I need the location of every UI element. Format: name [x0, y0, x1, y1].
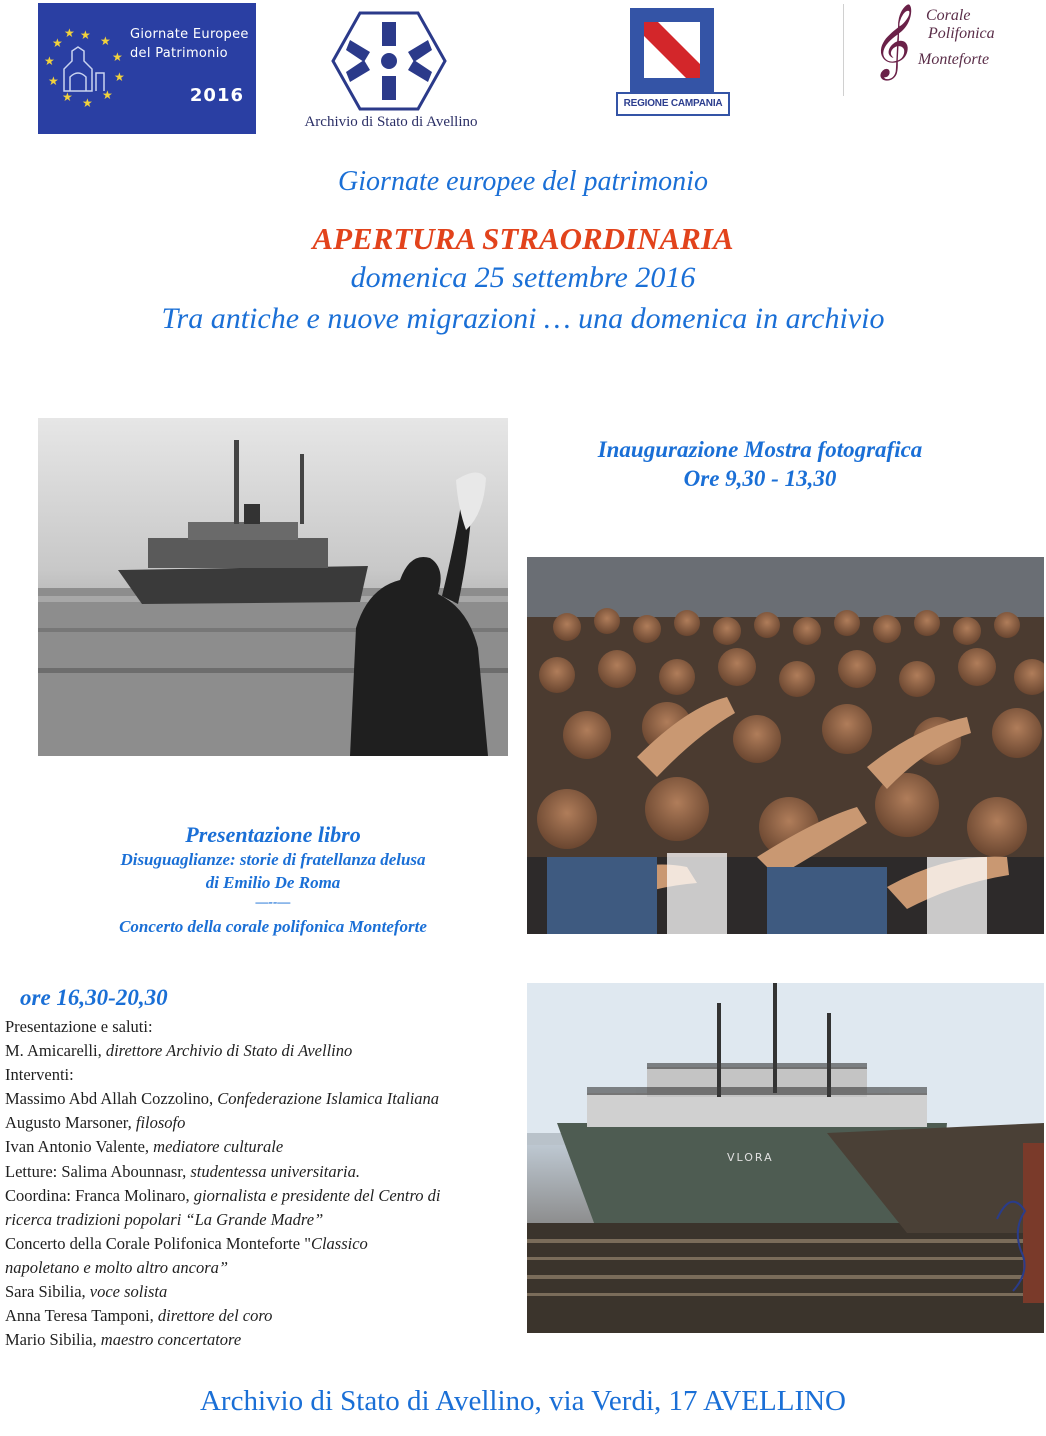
programme-line	[5, 1135, 515, 1159]
archivio-stato-logo	[330, 10, 448, 112]
svg-text:★: ★	[112, 50, 123, 64]
programme-line	[5, 1063, 515, 1087]
programme-line-italic: voce solista	[89, 1282, 168, 1302]
eu-logo-title-line1: Giornate Europee	[130, 27, 249, 42]
programme-line-roman: Coordina: Franca Molinaro,	[5, 1185, 194, 1205]
event-heading: APERTURA STRAORDINARIA	[312, 221, 734, 256]
programme-line-roman: Anna Teresa Tamponi,	[5, 1306, 158, 1326]
section-separator: —--—	[255, 894, 291, 909]
programme-line-roman: Ivan Antonio Valente,	[5, 1137, 154, 1157]
programme-line-roman: Concerto della Corale Polifonica Monteforte "	[5, 1233, 311, 1253]
programme-line	[5, 1328, 515, 1352]
programme-line-roman: Massimo Abd Allah Cozzolino,	[5, 1089, 218, 1109]
programme-line	[5, 1160, 515, 1184]
corale-logo-line3: Monteforte	[918, 51, 990, 68]
programme-line-italic: ricerca tradizioni popolari “La Grande Madre”	[5, 1209, 324, 1229]
book-author: di Emilio De Roma	[205, 873, 341, 892]
programme-line	[5, 1111, 515, 1135]
corale-polifonica-logo	[866, 5, 1006, 83]
svg-text:★: ★	[48, 74, 59, 88]
event-theme: Tra antiche e nuove migrazioni … una domenica in archivio	[161, 302, 885, 335]
logo-divider	[843, 4, 844, 96]
programme-line-roman: Augusto Marsoner,	[5, 1113, 136, 1133]
programme-line-italic: giornalista e presidente del Centro di	[193, 1185, 441, 1205]
corale-logo-line1: Corale	[926, 7, 971, 24]
programme-line	[5, 1304, 515, 1328]
svg-text:★: ★	[52, 36, 63, 50]
regione-campania-logo	[616, 8, 723, 120]
programme-line-italic: filosofo	[135, 1113, 186, 1133]
star-circle-icon	[42, 25, 128, 113]
programme-line-italic: napoletano e molto altro ancora”	[5, 1257, 229, 1277]
svg-text:★: ★	[82, 96, 93, 110]
programme-line-roman: Sara Sibilia,	[5, 1282, 90, 1302]
book-title: Disuguaglianze: storie di fratellanza delusa	[120, 850, 426, 869]
programme-line-italic: Classico	[310, 1233, 368, 1253]
svg-text:★: ★	[100, 34, 111, 48]
programme-line-italic: mediatore culturale	[153, 1137, 284, 1157]
event-date: domenica 25 settembre 2016	[350, 261, 696, 294]
programme-line-roman: M. Amicarelli,	[5, 1041, 106, 1061]
programme-line	[5, 1039, 515, 1063]
programme-line	[5, 1232, 515, 1256]
mostra-hours: Ore 9,30 - 13,30	[683, 466, 837, 491]
hexagon-emblem-icon	[330, 10, 448, 112]
svg-text:★: ★	[102, 88, 113, 102]
eu-logo-year: 2016	[189, 85, 244, 106]
svg-text:★: ★	[62, 90, 73, 104]
programme-line-roman: Letture: Salima Abounnasr,	[5, 1161, 191, 1181]
presentazione-title: Presentazione libro	[185, 822, 361, 847]
concert-line: Concerto della corale polifonica Monteforte	[119, 917, 427, 936]
programme-list	[5, 1015, 515, 1352]
programme-line	[5, 1087, 515, 1111]
programme-hours: ore 16,30-20,30	[20, 985, 168, 1010]
programme-line-italic: direttore del coro	[157, 1306, 273, 1326]
programme-line	[5, 1280, 515, 1304]
regione-label: REGIONE CAMPANIA	[616, 92, 730, 116]
programme-line-roman: Interventi:	[5, 1065, 74, 1085]
footer-address: Archivio di Stato di Avellino, via Verdi, 17 AVELLINO	[199, 1385, 846, 1417]
eu-heritage-days-logo	[38, 3, 256, 134]
migrants-crowd-photo	[527, 557, 1044, 934]
programme-line-italic: direttore Archivio di Stato di Avellino	[105, 1041, 353, 1061]
svg-text:★: ★	[114, 70, 125, 84]
programme-line	[5, 1256, 515, 1280]
emigrant-ship-photo	[38, 418, 508, 756]
mostra-title: Inaugurazione Mostra fotografica	[597, 437, 923, 462]
svg-text:VLORA: VLORA	[727, 1151, 774, 1164]
archivio-caption: Archivio di Stato di Avellino	[304, 114, 478, 130]
programme-line	[5, 1015, 515, 1039]
programme-line	[5, 1184, 515, 1208]
treble-clef-icon: 𝄞	[870, 4, 908, 78]
programme-line	[5, 1208, 515, 1232]
page-title: Giornate europee del patrimonio	[338, 166, 708, 197]
svg-text:★: ★	[64, 26, 75, 40]
corale-logo-line2: Polifonica	[928, 25, 995, 42]
programme-line-italic: Confederazione Islamica Italiana	[217, 1089, 440, 1109]
programme-line-roman: Mario Sibilia,	[5, 1330, 101, 1350]
svg-text:★: ★	[80, 28, 91, 42]
programme-line-italic: studentessa universitaria.	[190, 1161, 360, 1181]
regione-shield-icon	[630, 8, 714, 92]
eu-logo-title-line2: del Patrimonio	[130, 46, 228, 61]
programme-line-italic: maestro concertatore	[100, 1330, 242, 1350]
vlora-ship-photo	[527, 983, 1044, 1333]
svg-text:★: ★	[44, 54, 55, 68]
programme-line-roman: Presentazione e saluti:	[5, 1017, 153, 1036]
